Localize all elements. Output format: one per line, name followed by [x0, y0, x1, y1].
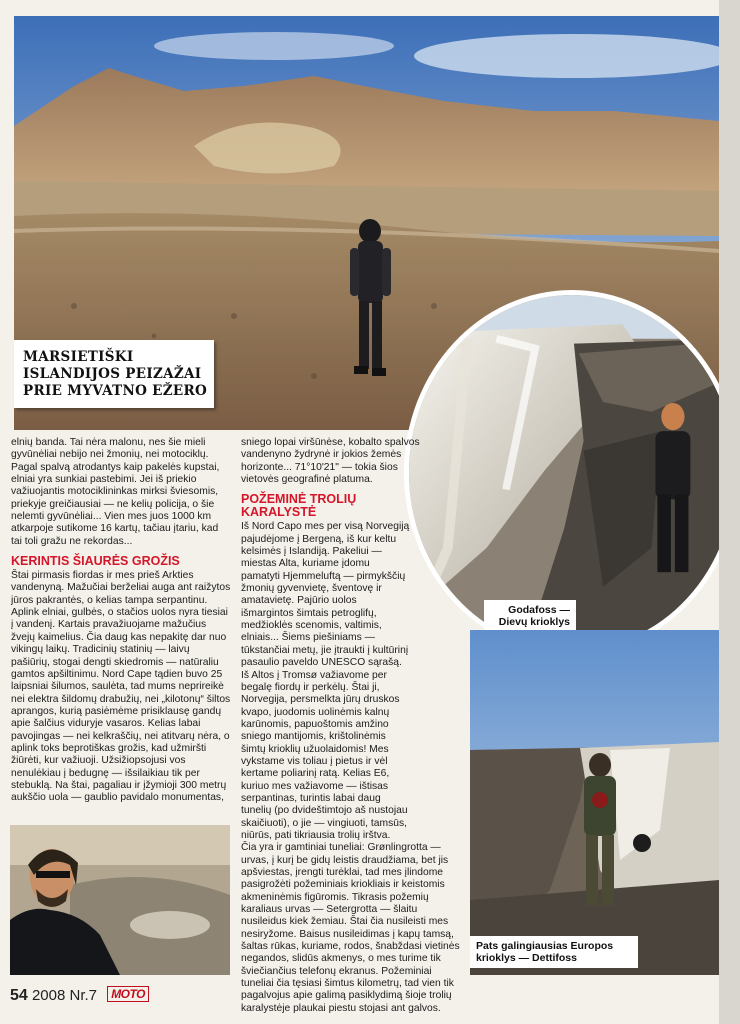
- dettifoss-photo: [470, 630, 719, 975]
- text-column-1: [11, 437, 231, 805]
- hero-title-box: [14, 340, 214, 408]
- caption-godafoss-line-1: Godafoss —: [508, 604, 570, 616]
- caption-dettifoss: [470, 936, 638, 968]
- col1-section-heading: KERINTIS ŠIAURĖS GROŽIS: [11, 554, 180, 569]
- col1-intro-paragraph: elnių banda. Tai nėra malonu, nes šie mieli gyvūnėliai nebijo nei žmonių, nei motociklų. Pagal spalvą atrodantys kaip pakelės kupstai, elniai yra sunkiai pastebimi. Jei iš priekio važiuojantis motociklininkas mirksi šviesomis, priekyje greičiausiai — ne kelių policija, o šie nelemti gyvūnėliai... Vien mes juos 1000 km atkarpoje sutikome 16 kartų, tačiau įtariu, kad tai toli gražu ne rekordas...: [11, 437, 220, 547]
- moto-logo: MOTO: [107, 986, 149, 1002]
- col2-intro-paragraph: sniego lopai viršūnėse, kobalto spalvos vandenyno žydrynė ir jokios žemės horizonte... 71°10'21" — tokia šios vietovės geografinė platuma.: [241, 437, 420, 486]
- hero-title-line-1: MARSIETIŠKI: [23, 349, 134, 365]
- page-number: 54: [10, 987, 28, 1004]
- col1-body-paragraph: Štai pirmasis fiordas ir mes prieš Arkties vandenyną. Mažučiai berželiai auga ant raižytos jūros pakrantės, o kelias tampa serpantinu. Aplink elniai, gulbės, o stačios uolos nyra tiesiai į vandenį. Kartais pravažiuojame mažučius žvejų kaimelius. Čia daug kas nepakitę dar nuo vikingų laikų. Tradicinių statinių — laivų pašiūrių, stogai dengti skiedromis — natūraliu gamtos apšiltinimu. Nord Cape tądien buvo 25 laipsniai šilumos, saulėta, tad mums neprireikė nei elektra šildomų drabužių, nei „kilotonų“ šiltos aprangos, kurią pasiėmėme prisiklausę gandų apie šalčius viduryje vasaros. Kelias labai pavojingas — nei kelkraščių, nei atitvarų nėra, o aplink toks beprotiškas grožis, kad užmiršti žiūrėti, kur važiuoji. Užsižiopsojusi vos nenulėkiau į bedugnę — išsilaikiau tik per stebuklą. Na štai, pagaliau ir įžymioji 300 metrų aukščio uola — gaublio pavidalo monumentas,: [11, 570, 231, 804]
- text-column-2: [241, 437, 465, 1015]
- caption-godafoss-line-2: Dievų krioklys: [498, 616, 570, 628]
- col2-body-paragraph-2: Čia yra ir gamtiniai tuneliai: Grønlingrotta — urvas, į kurį be gidų leistis draudžiama, bet jis apšviestas, įrengti turėklai, tad mes įlindome pasigrožėti požeminiais kriokliais ir keistomis akmeninėmis figūromis. Tikrasis požemių karaliaus urvas — Setergrotta — šlaitu nusileidus kiek žemiau. Štai čia nusileisti mes nesiryžome. Baisus nusileidimas į kapų tamsą, šaltas rūkas, kuriame, rodos, šnabždasi vietinės negandos, slidūs akmenys, o mes turime tik šviečiančius telefonų ekranus. Požeminiai tuneliai čia tęsiasi šimtus kilometrų, tad vien tik pagalvojus apie galimą pasiklydimą šioje trolių karalystėje plaukai piestu stojasi ant galvos.: [241, 842, 460, 1014]
- caption-dettifoss-line-2: krioklys — Dettifoss: [476, 952, 577, 964]
- col2-heading-line-2: KARALYSTĖ: [241, 505, 317, 520]
- next-page-edge: [719, 0, 740, 1024]
- issue-label: 2008 Nr.7: [31, 987, 98, 1004]
- col2-body-paragraph-1: Iš Nord Capo mes per visą Norvegiją pajudėjome į Bergeną, iš kur keltu kelsimės į Islandiją. Pakeliui — miestas Alta, kuriame įdomu pamatyti Hjemmeluftą — pirmykščių žmonių gyvenvietę, šventovę ir amatavietę. Pajūrio uolos išmargintos šimtais petroglifų, medžioklės scenomis, valtimis, elniais... Šiems piešiniams — tūkstančiai metų, jie įtraukti į kultūrinį pasaulio paveldo UNESCO sąrašą. Iš Altos į Tromsø važiavome per begalę fiordų ir perkėlų. Štai ji, Norvegija, persmelkta jūrų druskos kvapo, juodomis uolinėmis kalnų karūnomis, papuoštomis amžino sniego mantijomis, krištolinėmis šimtų krioklių užuolaidomis! Mes vykstame vis toliau į pietus ir vėl kertame poliarinį ratą. Kelias E6, kuriuo mes važiavome — ištisas serpantinas, turintis labai daug tunelių (po dvideštimtojo aš nustojau skaičiuoti), o jie — vingiuoti, tamsūs, niūrūs, pati tikriausia trolių irštva.: [241, 521, 410, 841]
- col2-section-heading: [241, 493, 465, 519]
- hero-title-line-3: PRIE MYVATNO EŽERO: [23, 383, 208, 399]
- page-footer: [10, 986, 149, 1005]
- col2-heading-line-1: POŽEMINĖ TROLIŲ: [241, 492, 357, 507]
- hero-title-line-2: ISLANDIJOS PEIZAŽAI: [23, 366, 202, 382]
- caption-godafoss: [484, 600, 576, 632]
- portrait-photo: [10, 825, 230, 975]
- caption-dettifoss-line-1: Pats galingiausias Europos: [476, 940, 614, 952]
